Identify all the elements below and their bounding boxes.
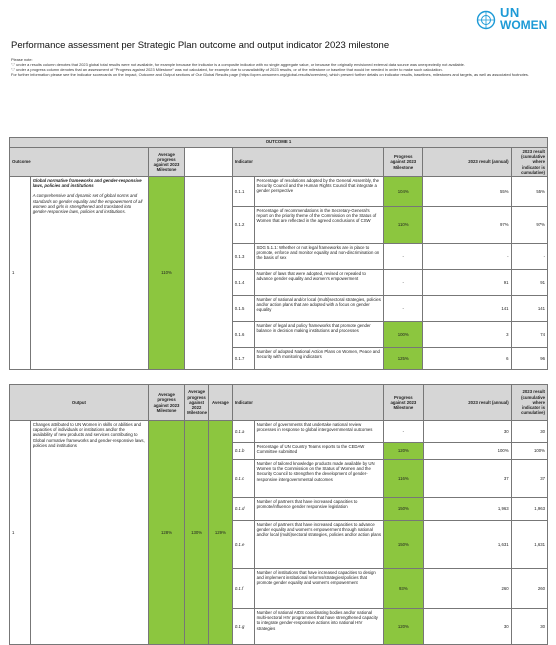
indicator-code: 0.1.c (232, 460, 254, 498)
indicator-header: Indicator (232, 148, 383, 177)
indicator-progress: - (384, 296, 423, 322)
indicator-annual: 97% (423, 207, 511, 244)
progress-header: Progress against 2023 Milestone (384, 148, 423, 177)
indicator-text: Percentage of resolutions adopted by the General Assembly, the Security Council and the Human Rights Council that integrate a gender perspective (254, 177, 384, 207)
logo-women-text: WOMEN (500, 18, 548, 32)
average-header: Average (209, 385, 233, 421)
indicator-code: 0.1.d (232, 498, 254, 521)
indicator-progress: 150% (384, 498, 423, 521)
un-women-logo (476, 6, 548, 36)
indicator-text: Number of legal and policy frameworks that promote gender balance in decision making institutions and processes (254, 322, 384, 348)
indicator-annual: 260 (423, 569, 511, 609)
indicator-annual: 1,631 (423, 521, 511, 569)
indicator-progress: 125% (384, 348, 423, 370)
result-cumulative-header: 2023 result (cumulative where indicator is cumulative) (511, 385, 547, 421)
indicator-cumulative: - (511, 244, 547, 270)
indicator-progress: 120% (384, 609, 423, 645)
indicator-code: 0.1.2 (232, 207, 254, 244)
indicator-code: 0.1.b (232, 443, 254, 460)
indicator-progress: 110% (384, 207, 423, 244)
indicator-annual: 30 (423, 609, 511, 645)
indicator-code: 0.1.f (232, 569, 254, 609)
indicator-text: Percentage of UN Country Teams reports to the CEDAW Committee submitted (254, 443, 384, 460)
indicator-cumulative: 100% (511, 443, 547, 460)
indicator-cumulative: 37 (511, 460, 547, 498)
indicator-cumulative: 96 (511, 348, 547, 370)
indicator-progress: - (384, 421, 423, 443)
logo-un-text: UN (500, 5, 520, 20)
result-annual-header: 2023 result (annual) (423, 148, 511, 177)
indicator-code: 0.1.6 (232, 322, 254, 348)
indicator-cumulative: 141 (511, 296, 547, 322)
outcome-header-row (10, 148, 548, 177)
progress-header: Progress against 2023 Milestone (384, 385, 423, 421)
result-cumulative-header: 2023 result (cumulative where indicator is cumulative) (511, 148, 547, 177)
result-annual-header: 2023 result (annual) (423, 385, 511, 421)
indicator-code: 0.1.1 (232, 177, 254, 207)
indicator-code: 0.1.5 (232, 296, 254, 322)
outcome-section-label: OUTCOME 1 (10, 138, 548, 148)
avg-2023-header: Average progress against 2023 Milestone (148, 385, 184, 421)
indicator-text: Number of partners that have increased capacities to promote/influence gender responsive legislation (254, 498, 384, 521)
indicator-annual: 3 (423, 322, 511, 348)
output-header-row (10, 385, 548, 421)
indicator-annual: 30 (423, 421, 511, 443)
table-row (10, 177, 548, 207)
indicator-progress: - (384, 270, 423, 296)
indicator-code: 0.1.a (232, 421, 254, 443)
indicator-progress: 104% (384, 177, 423, 207)
indicator-code: 0.1.g (232, 609, 254, 645)
indicator-cumulative: 55% (511, 177, 547, 207)
un-emblem-icon (476, 10, 496, 30)
indicator-annual: 100% (423, 443, 511, 460)
indicator-text: Percentage of recommendations in the Secretary-General's report on the priority theme of the Commission on the Status of Women that are reflected in the agreed conclusions of CSW (254, 207, 384, 244)
indicator-cumulative: 97% (511, 207, 547, 244)
avg-2023-value: 128% (148, 421, 184, 645)
note-line: For further information please see the indicator scorecards on the Impact, Outcome and Output sections of Our Global Results page (https://open.unwomen.org/global-results/overview), which present further details on indicator results, baselines, milestones and targets, as well as associated footnotes. (11, 72, 529, 77)
outcome-header: Outcome (10, 148, 149, 177)
avg-progress-value: 110% (148, 177, 184, 370)
indicator-annual: 91 (423, 270, 511, 296)
page-title: Performance assessment per Strategic Plan outcome and output indicator 2023 milestone (11, 40, 390, 51)
indicator-text: Number of governments that undertake national review processes in response to global intergovernmental outcomes (254, 421, 384, 443)
output-table (9, 384, 548, 645)
avg-2022-header: Average progress against 2022 Milestone (185, 385, 209, 421)
indicator-progress: 116% (384, 460, 423, 498)
note-line: "-" under a progress column denotes that an assessment of "Progress against 2023 Milestone" was not calculated, for example due to unavailability of 2023 results, or of the milestone or baseline that would be needed in order to make such calculation. (11, 67, 443, 72)
indicator-code: 0.1.e (232, 521, 254, 569)
indicator-cumulative: 30 (511, 421, 547, 443)
indicator-cumulative: 74 (511, 322, 547, 348)
indicator-annual: 1,963 (423, 498, 511, 521)
outcome-title: Global normative frameworks and gender-responsive laws, policies and institutions (32, 178, 142, 189)
indicator-code: 0.1.3 (232, 244, 254, 270)
indicator-text: Number of partners that have increased capacities to advance gender equality and women's empowerment through national and/or local (multi)sectoral strategies, policies and/or action plans (254, 521, 384, 569)
indicator-annual: 37 (423, 460, 511, 498)
indicator-annual: 6 (423, 348, 511, 370)
output-header: Output (10, 385, 149, 421)
indicator-text: Number of national AIDS coordinating bodies and/or national multi-sectoral HIV programmes that have strengthened capacity to integrate gender-responsive actions into national HIV strategies (254, 609, 384, 645)
indicator-cumulative: 260 (511, 569, 547, 609)
indicator-progress: 120% (384, 443, 423, 460)
output-text: Changes attributed to UN Women in skills or abilities and capacities of individuals or institutions and/or the availability of new products and services contributing to Global normative frameworks and gender-responsive laws, policies and institutions (30, 421, 148, 645)
indicator-annual: - (423, 244, 511, 270)
outcome-table (9, 137, 548, 370)
note-line: "-" under a results column denotes that 2023 global total results were not available, for example because the indicator is a composite indicator with no single aggregate value, or because the originally envisioned external data source was unexpectedly not available. (11, 62, 465, 67)
indicator-progress: 150% (384, 521, 423, 569)
outcome-cell (30, 177, 148, 370)
indicator-text: Number of institutions that have increased capacities to design and implement institutional reforms/strategies/policies that promote gender equality and women's empowerment (254, 569, 384, 609)
avg-progress-header: Average progress against 2023 Milestone (148, 148, 184, 177)
indicator-text: Number of adopted National Action Plans on Women, Peace and Security with monitoring indicators (254, 348, 384, 370)
indicator-progress: - (384, 244, 423, 270)
indicator-annual: 55% (423, 177, 511, 207)
row-number: 1 (10, 421, 31, 645)
indicator-progress: 93% (384, 569, 423, 609)
notes (11, 57, 549, 77)
indicator-code: 0.1.4 (232, 270, 254, 296)
indicator-cumulative: 1,963 (511, 498, 547, 521)
indicator-cumulative: 30 (511, 609, 547, 645)
indicator-cumulative: 91 (511, 270, 547, 296)
indicator-header: Indicator (232, 385, 383, 421)
indicator-text: Number of national and/or local (multi)sectoral strategies, policies and/or action plans that are adopted with a focus on gender equality (254, 296, 384, 322)
average-value: 129% (209, 421, 233, 645)
indicator-progress: 100% (384, 322, 423, 348)
indicator-cumulative: 1,631 (511, 521, 547, 569)
indicator-text: Number of laws that were adopted, revised or repealed to advance gender equality and women's empowerment (254, 270, 384, 296)
indicator-text: Number of tailored knowledge products made available by UN Women to the Commission on the Status of Women and the Security Council to strengthen the development of gender-responsive intergovernmental outcomes (254, 460, 384, 498)
table-row (10, 421, 548, 443)
indicator-text: SDG 5.1.1: Whether or not legal frameworks are in place to promote, enforce and monitor equality and non-discrimination on the basis of sex (254, 244, 384, 270)
indicator-code: 0.1.7 (232, 348, 254, 370)
avg-2022-value: 130% (185, 421, 209, 645)
row-number: 1 (10, 177, 31, 370)
outcome-description: A comprehensive and dynamic set of global norms and standards on gender equality and the empowerment of all women and girls is strengthened and translated into gender-responsive laws, policies and institutions. (32, 193, 143, 215)
indicator-annual: 141 (423, 296, 511, 322)
note-heading: Please note: (11, 57, 33, 62)
